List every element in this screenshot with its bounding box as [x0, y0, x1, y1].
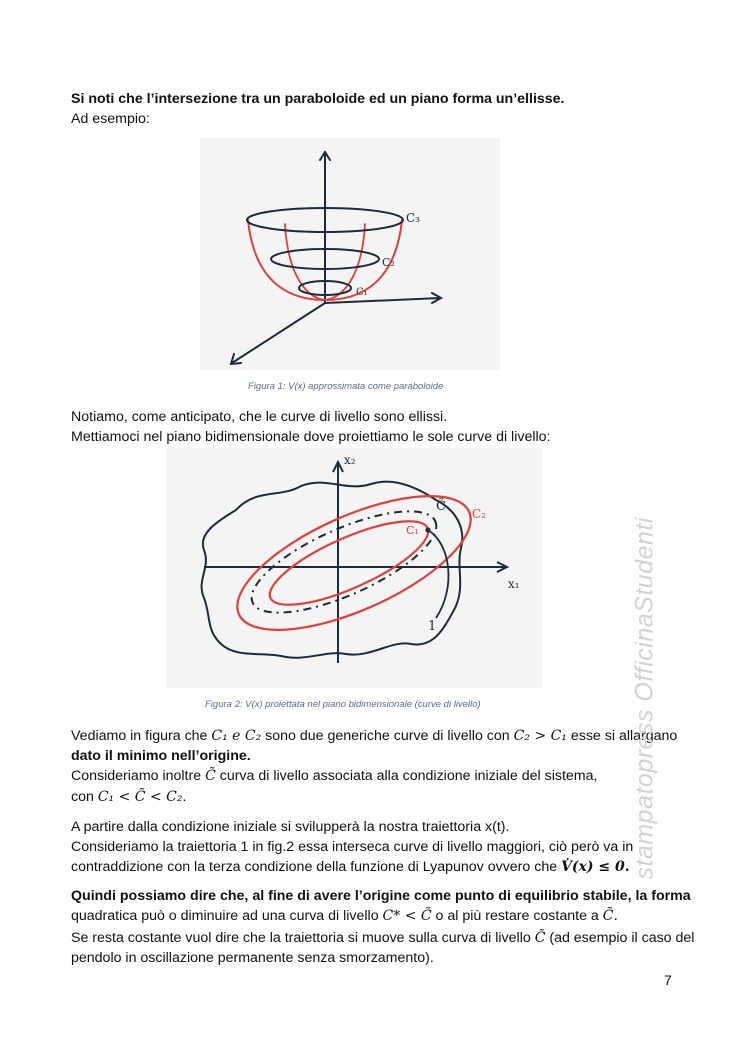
projection-sentence: Mettiamoci nel piano bidimensionale dove proiettiamo le sole curve di livello: — [71, 429, 551, 445]
figure-2-level-curves — [166, 448, 542, 688]
label-c2: C₂ — [382, 256, 395, 269]
axis-x2-label: x₂ — [344, 453, 356, 467]
paragraph-line: Consideriamo inoltre C̃ curva di livello associata alla condizione iniziale del sistema, — [71, 768, 598, 784]
pendulum-sentence: pendolo in oscillazione permanente senza smorzamento). — [71, 950, 434, 966]
curve-c-tilde — [239, 491, 449, 633]
level-curves-sentence: Notiamo, come anticipato, che le curve di livello sono ellissi. — [71, 409, 448, 425]
math-vdot: V̇(x) ≤ 0. — [561, 859, 630, 875]
label-trajectory-1: 1 — [428, 619, 437, 634]
math-c-tilde: C̃ — [205, 768, 216, 784]
math-inequality: C₁ < C̃ < C₂ — [97, 789, 183, 805]
trajectory-1 — [428, 530, 448, 618]
math-c-tilde-2: C̃. — [602, 908, 618, 924]
label-c-tilde: C̃ — [436, 499, 446, 514]
conclusion-sentence: Quindi possiamo dire che, al fine di avere l’origine come punto di equilibrio stabile, la forma — [71, 888, 691, 904]
label-c1: C₁ — [406, 524, 419, 537]
figure-2-caption: Figura 2: V(x) proiettata nel piano bidimensionale (curve di livello) — [205, 699, 481, 710]
paragraph-line: contraddizione con la terza condizione della funzione di Lyapunov ovvero che V̇(x) ≤ 0. — [71, 859, 630, 875]
paragraph-line: Vediamo in figura che C₁ e C₂ sono due generiche curve di livello con C₂ > C₁ esse si allargano — [71, 728, 678, 744]
curve-c1 — [260, 505, 437, 621]
math-c1-c2: C₁ e C₂ — [211, 728, 262, 744]
math-c-star: C* < C̃ — [382, 908, 432, 924]
page-number: 7 — [664, 972, 672, 988]
minimum-origin-line: dato il minimo nell’origine. — [71, 748, 251, 764]
math-c-tilde-3: C̃ — [534, 930, 546, 946]
trajectory-sentence: A partire dalla condizione iniziale si svilupperà la nostra traiettoria x(t). — [71, 819, 510, 835]
trajectory-1-sentence: Consideriamo la traiettoria 1 in fig.2 essa interseca curve di livello maggiori, ciò però va in — [71, 839, 634, 855]
example-label: Ad esempio: — [71, 111, 150, 127]
math-c2-gt-c1: C₂ > C₁ — [513, 728, 567, 744]
paragraph-line: Se resta costante vuol dire che la traiettoria si muove sulla curva di livello C̃ (ad esempio il caso del — [71, 930, 695, 946]
axis-x1-label: x₁ — [508, 577, 520, 591]
figure-1-caption: Figura 1: V(x) approssimata come paraboloide — [248, 381, 444, 392]
paragraph-line: con C₁ < C̃ < C₂. — [71, 789, 187, 805]
x-axis — [232, 303, 325, 363]
intro-sentence: Si noti che l’intersezione tra un paraboloide ed un piano forma un’ellisse. — [71, 91, 565, 107]
label-c2: C₂ — [472, 507, 486, 521]
watermark: stampatopress OfficinaStudenti — [630, 517, 659, 880]
label-c1: C₁ — [356, 287, 368, 298]
figure-1-paraboloid — [200, 138, 500, 370]
paragraph-line: quadratica può o diminuire ad una curva di livello C* < C̃ o al più restare costante a C̃. — [71, 908, 618, 924]
region-boundary — [202, 482, 463, 658]
label-c3: C₃ — [406, 211, 420, 225]
